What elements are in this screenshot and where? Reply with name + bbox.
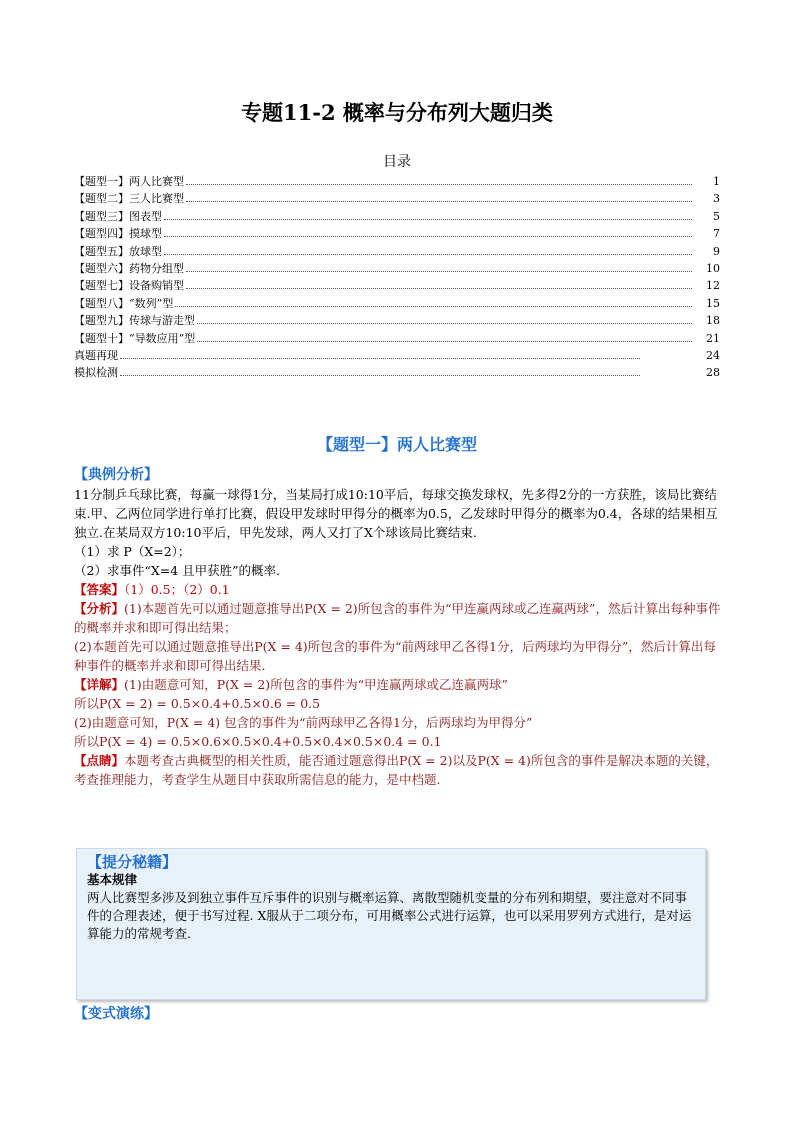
tips-subheading: 基本规律 — [87, 872, 138, 887]
variant-heading: 【变式演练】 — [74, 1006, 158, 1022]
toc-item-label: 【题型八】“数列”型 — [74, 296, 174, 310]
toc-item[interactable] — [74, 312, 720, 329]
detail-text-2: 所以P(X = 2) = 0.5×0.4+0.5×0.6 = 0.5 — [74, 696, 321, 711]
analysis-label: 【分析】 — [74, 601, 125, 616]
table-of-contents — [74, 173, 720, 382]
toc-leader — [164, 226, 692, 237]
toc-item-label: 【题型十】“导数应用”型 — [74, 331, 196, 345]
toc-item-label: 模拟检测 — [74, 366, 118, 380]
toc-item-label: 真题再现 — [74, 348, 118, 362]
toc-leader — [175, 296, 692, 307]
toc-item[interactable] — [74, 225, 720, 242]
toc-leader — [186, 174, 692, 185]
tips-heading: 【提分秘籍】 — [87, 853, 178, 871]
toc-item-page: 7 — [713, 227, 720, 241]
toc-item[interactable] — [74, 364, 720, 381]
example-section — [74, 466, 724, 789]
toc-item-label: 【题型七】设备购销型 — [74, 279, 184, 293]
toc-item[interactable] — [74, 243, 720, 260]
toc-item-label: 【题型三】图表型 — [74, 209, 162, 223]
toc-item-page: 9 — [713, 244, 720, 258]
toc-heading: 目录 — [383, 154, 411, 170]
section-title: 【题型一】两人比赛型 — [316, 435, 477, 454]
toc-leader — [120, 348, 640, 359]
detail-line — [74, 675, 724, 694]
tips-box — [76, 848, 706, 1000]
toc-item-label: 【题型二】三人比赛型 — [74, 192, 184, 206]
toc-item[interactable] — [74, 295, 720, 312]
answer-text: （1）0.5；（2）0.1 — [124, 582, 230, 597]
toc-leader — [197, 313, 692, 324]
question-1: （1）求 P（X=2）； — [74, 544, 191, 559]
toc-item[interactable] — [74, 173, 720, 190]
comment-label: 【点睛】 — [74, 753, 125, 768]
analysis-text-2: (2)本题首先可以通过题意推导出P(X = 4)所包含的事件为“前两球甲乙各得1分，后两球均为甲得分”，然后计算出每种事件的概率并求和即可得出结果. — [74, 639, 716, 673]
detail-text-3: (2)由题意可知，P(X = 4) 包含的事件为“前两球甲乙各得1分，后两球均为甲得分” — [74, 715, 533, 730]
toc-item[interactable] — [74, 277, 720, 294]
example-heading: 【典例分析】 — [74, 467, 158, 483]
toc-item-page: 12 — [706, 279, 720, 293]
analysis-line — [74, 599, 724, 637]
toc-item-page: 18 — [706, 314, 720, 328]
toc-item-page: 3 — [713, 192, 720, 206]
toc-leader — [197, 331, 692, 342]
toc-item[interactable] — [74, 260, 720, 277]
toc-item-label: 【题型四】摸球型 — [74, 227, 162, 241]
comment-line — [74, 751, 724, 789]
toc-item-page: 15 — [706, 296, 720, 310]
detail-text-4: 所以P(X = 4) = 0.5×0.6×0.5×0.4+0.5×0.4×0.5×0.4 = 0.1 — [74, 734, 442, 749]
toc-item-page: 28 — [706, 366, 720, 380]
problem-text: 11分制乒乓球比赛，每赢一球得1分，当某局打成10:10平后，每球交换发球权，先多得2分的一方获胜，该局比赛结束.甲、乙两位同学进行单打比赛，假设甲发球时甲得分的概率为0.5，乙发球时甲得分的概率为0.4，各球的结果相互独立.在某局双方10:10平后，甲先发球，两人又打了X个球该局比赛结束. — [74, 487, 718, 540]
question-2: （2）求事件“X=4 且甲获胜”的概率. — [74, 563, 281, 578]
toc-item-page: 1 — [713, 175, 720, 188]
toc-item-label: 【题型九】传球与游走型 — [74, 314, 195, 328]
toc-item-label: 【题型一】两人比赛型 — [74, 175, 184, 188]
detail-text-1: (1)由题意可知，P(X = 2)所包含的事件为“甲连赢两球或乙连赢两球” — [124, 677, 508, 692]
answer-line — [74, 580, 724, 599]
document-title: 专题11-2 概率与分布列大题归类 — [241, 100, 553, 125]
toc-item-page: 21 — [706, 331, 720, 345]
detail-label: 【详解】 — [74, 677, 125, 692]
toc-leader — [120, 365, 640, 376]
comment-text: 本题考查古典概型的相关性质，能否通过题意得出P(X = 2)以及P(X = 4)所包含的事件是解决本题的关键，考查推理能力，考查学生从题目中获取所需信息的能力，是中档题. — [74, 753, 719, 787]
analysis-text-1: (1)本题首先可以通过题意推导出P(X = 2)所包含的事件为“甲连赢两球或乙连赢两球”，然后计算出每种事件的概率并求和即可得出结果； — [74, 601, 721, 635]
toc-item[interactable] — [74, 208, 720, 225]
tips-text: 两人比赛型多涉及到独立事件互斥事件的识别与概率运算、离散型随机变量的分布列和期望，要注意对不同事件的合理表述，便于书写过程. X服从于二项分布，可用概率公式进行运算，也可以采用罗列方式进行，是对运算能力的常规考查. — [87, 890, 692, 941]
toc-item-page: 24 — [706, 348, 720, 362]
toc-item[interactable] — [74, 347, 720, 364]
toc-item-label: 【题型五】放球型 — [74, 244, 162, 258]
toc-leader — [186, 261, 692, 272]
toc-leader — [186, 191, 692, 202]
toc-item-page: 5 — [713, 209, 720, 223]
toc-item[interactable] — [74, 330, 720, 347]
toc-item-label: 【题型六】药物分组型 — [74, 261, 184, 275]
toc-item-page: 10 — [706, 261, 720, 275]
answer-label: 【答案】 — [74, 582, 125, 597]
toc-item[interactable] — [74, 190, 720, 207]
toc-leader — [164, 209, 692, 220]
toc-leader — [186, 278, 692, 289]
toc-leader — [164, 244, 692, 255]
